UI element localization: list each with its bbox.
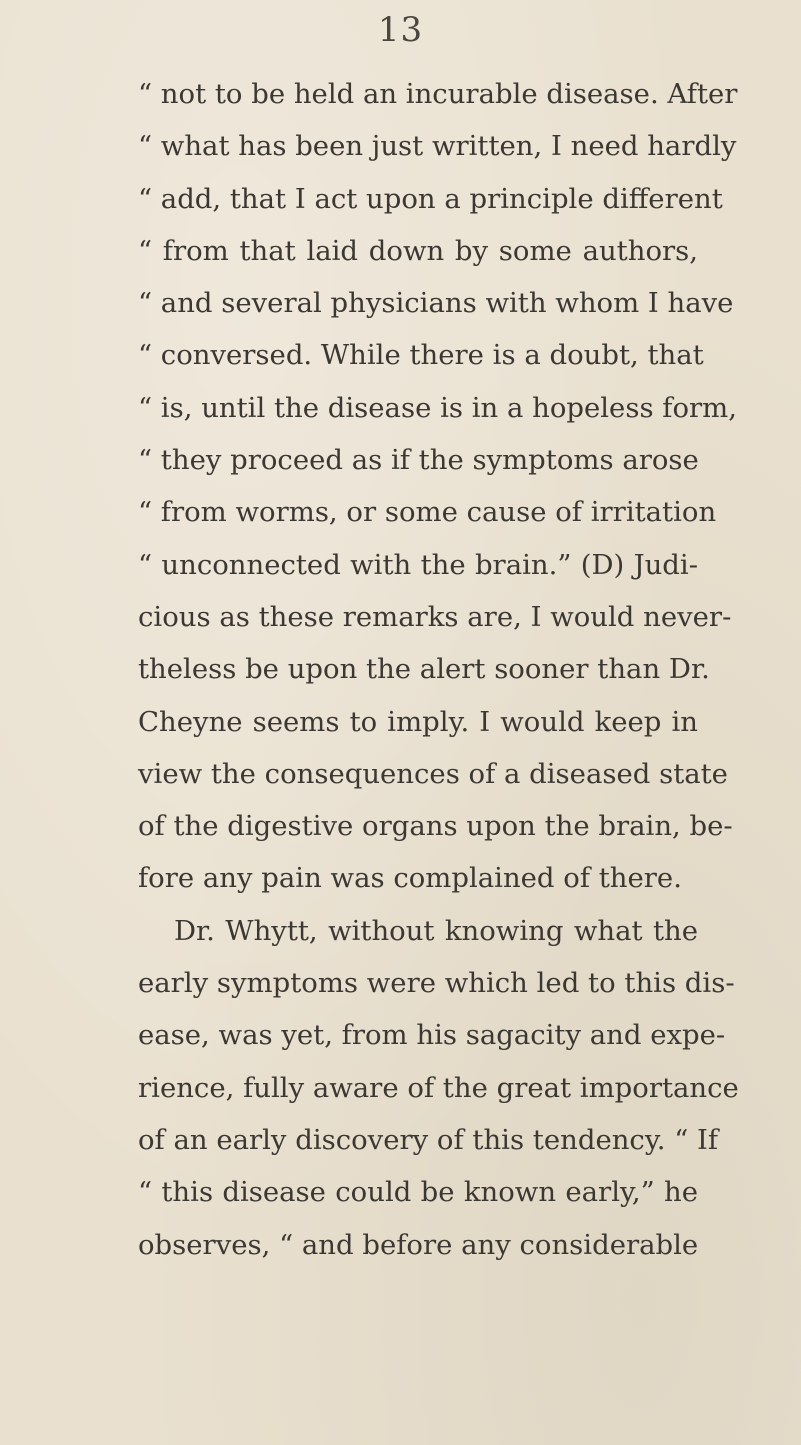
text-line: of an early discovery of this tendency. “ If (138, 1123, 719, 1156)
text-line: “ this disease could be known early,” he (138, 1176, 698, 1209)
text-line: observes, “ and before any considerable (138, 1228, 699, 1261)
text-line: Dr. Whytt, without knowing what the (174, 914, 698, 947)
text-line: theless be upon the alert sooner than Dr. (138, 653, 710, 686)
text-line: “ and several physicians with whom I have (138, 287, 734, 320)
text-line: “ from worms, or some cause of irritation (138, 496, 717, 529)
text-line: “ unconnected with the brain.” (D) Judi- (138, 548, 698, 581)
page-number: 13 (377, 10, 424, 50)
text-line: of the digestive organs upon the brain, be- (138, 810, 733, 843)
text-line: “ not to be held an incurable disease. After (138, 78, 738, 110)
text-line: “ is, until the disease is in a hopeless form, (138, 391, 737, 424)
text-line: early symptoms were which led to this dis- (138, 967, 735, 1000)
text-line: Cheyne seems to imply. I would keep in (138, 705, 698, 738)
text-line: “ what has been just written, I need hardly (138, 130, 737, 163)
text-line: cious as these remarks are, I would never- (138, 600, 732, 633)
text-line: fore any pain was complained of there. (138, 862, 682, 895)
text-line: “ from that laid down by some authors, (138, 234, 698, 267)
text-line: rience, fully aware of the great importance (138, 1071, 739, 1104)
text-line: “ they proceed as if the symptoms arose (138, 444, 699, 477)
text-line: “ conversed. While there is a doubt, that (138, 339, 704, 372)
text-line: view the consequences of a diseased state (138, 757, 728, 790)
body-text (138, 68, 739, 1271)
text-line: “ add, that I act upon a principle different (138, 182, 723, 215)
text-line: ease, was yet, from his sagacity and expe- (138, 1019, 726, 1052)
